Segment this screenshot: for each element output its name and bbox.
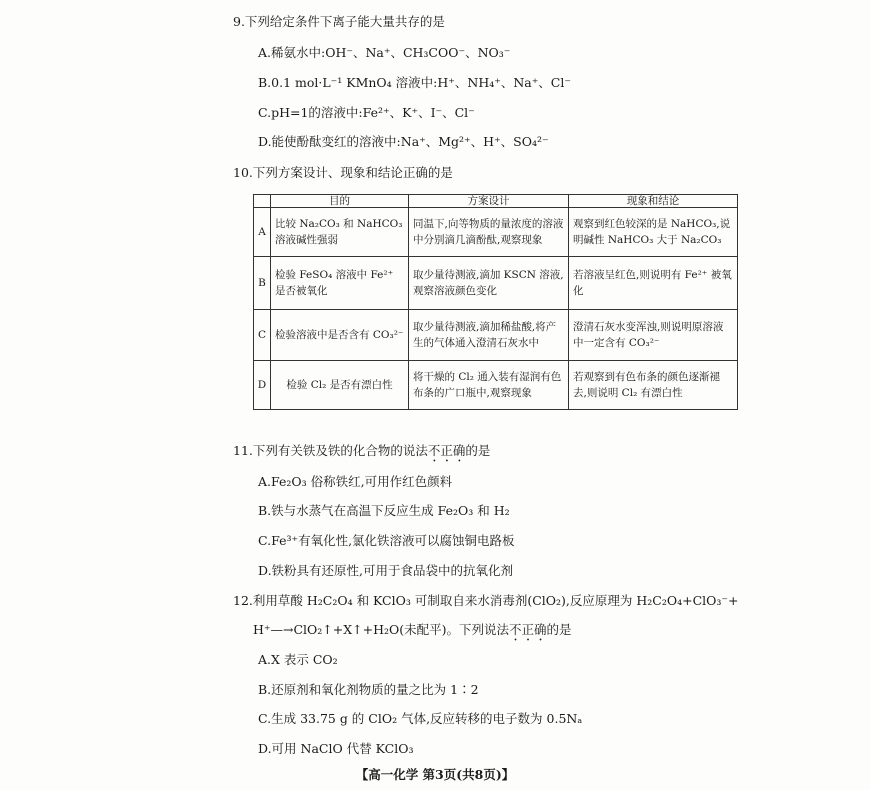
q11-stem-post: 的是 xyxy=(465,443,491,458)
table-cell-key: B xyxy=(254,257,271,310)
table-row xyxy=(254,361,738,410)
q11-option-d: D.铁粉具有还原性,可用于食品袋中的抗氧化剂 xyxy=(258,563,514,578)
q11-option-a: A.Fe₂O₃ 俗称铁红,可用作红色颜料 xyxy=(258,474,453,489)
table-cell-key: D xyxy=(254,361,271,410)
table-row xyxy=(254,310,738,361)
table-cell-conclusion: 观察到红色较深的是 NaHCO₃,说明碱性 NaHCO₃ 大于 Na₂CO₃ xyxy=(569,208,738,257)
table-header-design: 方案设计 xyxy=(409,195,569,208)
q9-option-c: C.pH=1的溶液中:Fe²⁺、K⁺、I⁻、Cl⁻ xyxy=(258,105,475,120)
q12-stem-line2-pre: H⁺—→ClO₂↑+X↑+H₂O(未配平)。下列说法 xyxy=(253,622,510,637)
q12-option-b: B.还原剂和氧化剂物质的量之比为 1∶2 xyxy=(258,682,479,697)
q11-stem-emphasis: 不正确 xyxy=(427,443,466,458)
page-footer: 【高一化学 第3页(共8页)】 xyxy=(355,767,515,782)
table-cell-key: A xyxy=(254,208,271,257)
table-cell-purpose: 检验 Cl₂ 是否有漂白性 xyxy=(271,361,409,410)
experiment-table xyxy=(253,194,738,410)
table-cell-design: 同温下,向等物质的量浓度的溶液中分别滴几滴酚酞,观察现象 xyxy=(409,208,569,257)
table-cell-conclusion: 若观察到有色布条的颜色逐渐褪去,则说明 Cl₂ 有漂白性 xyxy=(569,361,738,410)
table-cell-purpose: 检验 FeSO₄ 溶液中 Fe²⁺ 是否被氧化 xyxy=(271,257,409,310)
q9-option-d: D.能使酚酞变红的溶液中:Na⁺、Mg²⁺、H⁺、SO₄²⁻ xyxy=(258,134,549,149)
table-cell-conclusion: 澄清石灰水变浑浊,则说明原溶液中一定含有 CO₃²⁻ xyxy=(569,310,738,361)
table-header-conclusion: 现象和结论 xyxy=(569,195,738,208)
table-header-key xyxy=(254,195,271,208)
table-cell-key: C xyxy=(254,310,271,361)
table-header-purpose: 目的 xyxy=(271,195,409,208)
q12-stem-line2 xyxy=(253,622,572,644)
q12-option-c: C.生成 33.75 g 的 ClO₂ 气体,反应转移的电子数为 0.5Nₐ xyxy=(258,711,583,726)
q12-option-d: D.可用 NaClO 代替 KClO₃ xyxy=(258,741,414,756)
q9-stem: 9.下列给定条件下离子能大量共存的是 xyxy=(233,14,445,29)
q12-stem-line2-post: 的是 xyxy=(546,622,572,637)
q12-stem-emphasis: 不正确 xyxy=(509,622,547,637)
q9-option-b: B.0.1 mol·L⁻¹ KMnO₄ 溶液中:H⁺、NH₄⁺、Na⁺、Cl⁻ xyxy=(258,75,571,90)
table-cell-design: 将干燥的 Cl₂ 通入装有湿润有色布条的广口瓶中,观察现象 xyxy=(409,361,569,410)
q10-stem: 10.下列方案设计、现象和结论正确的是 xyxy=(233,165,453,180)
table-cell-design: 取少量待测液,滴加 KSCN 溶液,观察溶液颜色变化 xyxy=(409,257,569,310)
table-cell-purpose: 检验溶液中是否含有 CO₃²⁻ xyxy=(271,310,409,361)
table-row xyxy=(254,257,738,310)
q12-stem-line1: 12.利用草酸 H₂C₂O₄ 和 KClO₃ 可制取自来水消毒剂(ClO₂),反应原理为 H₂C₂O₄+ClO₃⁻+ xyxy=(233,593,739,608)
table-header-row xyxy=(254,195,738,208)
q11-stem xyxy=(233,443,490,465)
q11-option-b: B.铁与水蒸气在高温下反应生成 Fe₂O₃ 和 H₂ xyxy=(258,503,510,518)
table-row xyxy=(254,208,738,257)
q11-stem-pre: 11.下列有关铁及铁的化合物的说法 xyxy=(233,443,428,458)
table-cell-purpose: 比较 Na₂CO₃ 和 NaHCO₃ 溶液碱性强弱 xyxy=(271,208,409,257)
table-cell-design: 取少量待测液,滴加稀盐酸,将产生的气体通入澄清石灰水中 xyxy=(409,310,569,361)
q11-option-c: C.Fe³⁺有氧化性,氯化铁溶液可以腐蚀铜电路板 xyxy=(258,533,515,548)
q12-option-a: A.X 表示 CO₂ xyxy=(258,652,338,667)
q9-option-a: A.稀氨水中:OH⁻、Na⁺、CH₃COO⁻、NO₃⁻ xyxy=(258,45,511,60)
table-cell-conclusion: 若溶液呈红色,则说明有 Fe²⁺ 被氧化 xyxy=(569,257,738,310)
